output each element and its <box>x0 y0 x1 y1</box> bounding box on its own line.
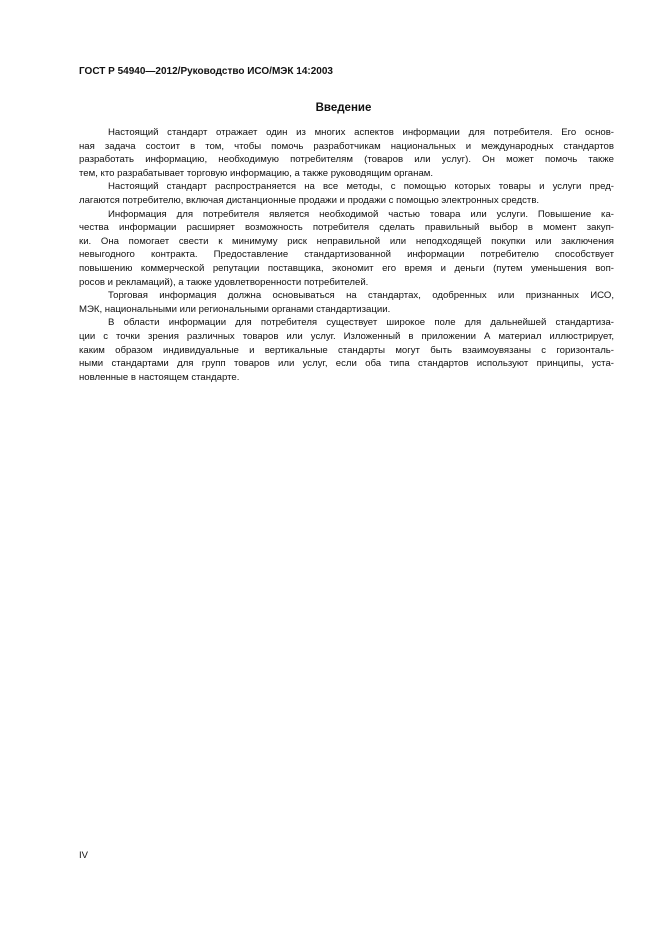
text-line: МЭК, национальными или региональными органами стандартизации. <box>79 303 391 315</box>
text-line: ки. Она помогает свести к минимуму риск неправильной или неподходящей покупки или заключения <box>79 235 614 247</box>
text-line: чества информации расширяет возможность потребителя сделать правильный выбор в момент закуп- <box>79 222 614 234</box>
text-line: ная задача состоит в том, чтобы помочь разработчикам национальных и международных стандартов <box>79 140 614 152</box>
text-line: ными стандартами для групп товаров или услуг, если оба типа стандартов используют принципы, уста- <box>79 358 614 370</box>
section-heading <box>0 98 661 116</box>
text-line: лагаются потребителю, включая дистанционные продажи и продажи с помощью электронных средств. <box>79 194 540 206</box>
introduction-body <box>79 126 614 384</box>
text-line: разработать информацию, необходимую потребителям (товаров или услуг). Он может помочь также <box>79 154 614 166</box>
text-line: Информация для потребителя является необходимой частью товара или услуги. Повышение ка- <box>108 208 614 220</box>
text-line: В области информации для потребителя существует широкое поле для дальнейшей стандартиза- <box>108 317 614 329</box>
text-line: Торговая информация должна основываться на стандартах, одобренных или признанных ИСО, <box>108 290 614 302</box>
text-line: повышению коммерческой репутации поставщика, экономит его время и деньги (путем уменьшения воп- <box>79 262 614 274</box>
text-line: каким образом индивидуальные и вертикальные стандарты могут быть взаимоувязаны с горизонталь- <box>79 344 614 356</box>
text-line: ции с точки зрения различных товаров или услуг. Изложенный в приложении А материал иллюстрирует, <box>79 330 614 342</box>
document-header: ГОСТ Р 54940—2012/Руководство ИСО/МЭК 14:2003 <box>79 66 333 77</box>
page-number: IV <box>79 850 88 861</box>
text-line: Настоящий стандарт отражает один из многих аспектов информации для потребителя. Его основ- <box>108 127 614 138</box>
paragraph <box>79 208 614 290</box>
paragraph <box>79 126 614 180</box>
text-line: Настоящий стандарт распространяется на все методы, с помощью которых товары и услуги пред- <box>108 181 614 193</box>
paragraph <box>79 180 614 207</box>
paragraph <box>79 316 614 384</box>
section-title: Введение <box>315 102 372 114</box>
text-line: тем, кто разрабатывает торговую информацию, а также руководящим органам. <box>79 167 434 179</box>
text-line: невыгодного контракта. Предоставление стандартизованной информации потребителю способствует <box>79 249 614 261</box>
text-line: новленные в настоящем стандарте. <box>79 371 240 383</box>
text-line: росов и рекламаций), а также удовлетворенности потребителей. <box>79 276 369 288</box>
paragraph <box>79 289 614 316</box>
